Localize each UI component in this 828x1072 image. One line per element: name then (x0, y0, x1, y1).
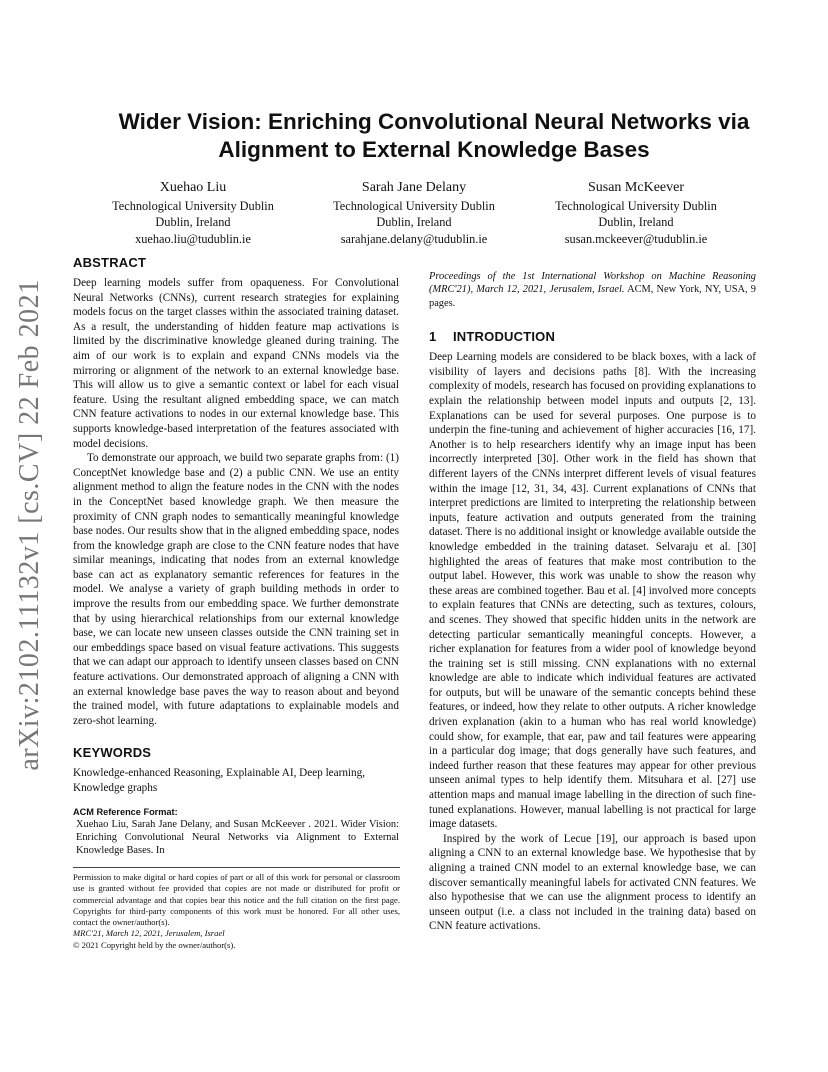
introduction-paragraph-1: Deep Learning models are considered to be black boxes, with a lack of visibility of layers and decisions paths [8]. With the increasing complexity of models, research has focused on providing explanations to explain the relationship between model inputs and outputs [2, 13]. Explanations can be used for several purposes. One purpose is to underpin the fine-tuning and achievement of higher accuracies [16, 17]. Another is to help researchers identify why an image input has been incorrectly interpreted [30]. Other work in the field has shown that different layers of the CNNs interpret different levels of visual features within the image [12, 31, 34, 43]. Current explanations of CNNs that interpret predictions are limited to interpreting the relationship between inputs, feature activation and outputs generated from the training dataset. There is no additional insight or knowledge available outside the knowledge embedded in the training dataset. Selvaraju et al. [30] highlighted the areas of features that make most contribution to the output label. However, this work was unable to show the reason why these areas are combined together. Bau et al. [4] involved more concepts to explain features that CNNs are detecting, such as textures, colours, and scenes. They showed that specific hidden units in the network are detecting particular semantically meaningful concepts. However, a richer explanation for features from a wider pool of knowledge beyond the training set is still missing. CNN explanations with no external knowledge are able to indicate which individual features are activated for outputs, but will be unaware of the semantic concepts behind these features, or indeed, how they relate to other outputs. A richer knowledge driven explanation (akin to a human who has real world knowledge) could show, for example, that ear, paw and tail features were appearing in a particular dog image; that dogs generally have such features, and indeed further reason that these features may appear for other previous unseen animal types to help identify them. Mitsuhara et al. [27] use attention maps and manual image labelling in the direction of such fine-tuned explanations. However, manual labelling is not practical for large image datasets. (429, 351, 756, 831)
author-affiliation: Technological University Dublin (112, 199, 274, 213)
acm-reference-venue: Proceedings of the 1st International Workshop on Machine Reasoning (MRC'21), March 12, 2021, Jerusalem, Israel. (429, 271, 756, 296)
acm-reference-text (73, 818, 399, 858)
keywords-heading: KEYWORDS (73, 745, 152, 761)
author-affiliation: Technological University Dublin (333, 199, 495, 213)
title-line-1: Wider Vision: Enriching Convolutional Neural Networks via (118, 109, 750, 134)
author-email: xuehao.liu@tudublin.ie (135, 231, 251, 246)
author-location: Dublin, Ireland (598, 215, 674, 230)
author-location: Dublin, Ireland (155, 215, 231, 230)
paper-title (74, 108, 794, 164)
acm-reference-tail: ACM, New York, NY, USA, 9 pages. (429, 284, 756, 309)
author-name: Sarah Jane Delany (361, 180, 467, 195)
acm-reference-heading: ACM Reference Format: (73, 806, 178, 817)
permission-footnote (73, 867, 400, 951)
author-affiliation: Technological University Dublin (555, 199, 717, 213)
author-name: Susan McKeever (587, 180, 685, 195)
acm-reference-continuation (429, 270, 756, 310)
author-email: sarahjane.delany@tudublin.ie (340, 231, 488, 246)
abstract-paragraph-2: To demonstrate our approach, we build two separate graphs from: (1) ConceptNet knowledge base and (2) a public CNN. We use an entity alignment method to align the feature nodes in the CNN with the nodes in the ConceptNet based knowledge graph. We then measure the proximity of CNN graph nodes to semantically meaningful knowledge base nodes. Our results show that in the aligned embedding space, nodes from the knowledge graph are close to the CNN feature nodes that have similar meanings, indicating that nodes from an external knowledge base can act as explanatory semantic references for features in the model. We analyse a variety of graph building methods in order to improve the results from our embedding space. We further demonstrate that by using hierarchical relationships from our external knowledge base, we can locate new unseen classes outside the CNN training set in our embeddings space based on visual feature activations. This suggests that we can adapt our approach to identify unseen classes based on CNN feature activations. Our demonstrated approach of aligning a CNN with an external knowledge base paves the way to reason about and beyond the trained model, with future adaptations to explainable models and zero-shot learning. (73, 452, 399, 727)
title-line-2: Alignment to External Knowledge Bases (218, 137, 650, 162)
section-title: INTRODUCTION (453, 329, 556, 345)
introduction-paragraph-2: Inspired by the work of Lecue [19], our approach is based upon aligning a CNN to an external knowledge base. We hypothesise that by aligning a trained CNN model to an external knowledge base, we can discover semantically meaningful labels for activated CNN features. We also hypothesise that we can use the alignment process to identify an unseen output (i.e. a class not included in the training data) based on CNN feature activations. (429, 832, 756, 933)
section-number: 1 (429, 329, 437, 345)
abstract-heading: ABSTRACT (73, 255, 147, 270)
permission-text: Permission to make digital or hard copies of part or all of this work for personal or classroom use is granted without fee provided that copies are not made or distributed for profit or commercial advantage and that copies bear this notice and the full citation on the first page. Copyrights for third-party components of this work must be honored. For all other uses, contact the owner/author(s). (73, 872, 400, 928)
introduction-heading (429, 328, 756, 346)
author-location: Dublin, Ireland (376, 215, 452, 230)
footnote-venue: MRC'21, March 12, 2021, Jerusalem, Israel (73, 928, 225, 939)
right-column (429, 270, 756, 934)
arxiv-identifier: arXiv:2102.11132v1 [cs.CV] 22 Feb 2021 (14, 279, 45, 771)
keywords-text: Knowledge-enhanced Reasoning, Explainable AI, Deep learning, Knowledge graphs (73, 767, 366, 794)
arxiv-side-label (14, 279, 46, 771)
abstract-paragraph-1: Deep learning models suffer from opaqueness. For Convolutional Neural Networks (CNNs), current research strategies for explaining models focus on the target classes within the associated training dataset. As a result, the understanding of hidden feature map activations is limited by the discriminative knowledge gleaned during training. The aim of our work is to explain and expand CNNs models via the mirroring or alignment of the network to an external knowledge base. This will allow us to give a semantic context or label for each visual feature. Using the resultant aligned embedding space, we can match CNN feature activations to nodes in our external knowledge base. This supports knowledge-based interpretation of the features associated with model decisions. (73, 277, 399, 450)
author-email: susan.mckeever@tudublin.ie (564, 231, 708, 246)
copyright-text: © 2021 Copyright held by the owner/author(s). (73, 939, 236, 950)
author-name: Xuehao Liu (159, 180, 227, 195)
author-block-2 (309, 178, 519, 247)
acm-reference-body: Xuehao Liu, Sarah Jane Delany, and Susan McKeever . 2021. Wider Vision: Enriching Convolutional Neural Networks via Alignment to External Knowledge Bases. In (76, 818, 399, 857)
author-block-3 (531, 178, 741, 247)
author-block-1 (88, 178, 298, 247)
left-column (73, 254, 399, 858)
